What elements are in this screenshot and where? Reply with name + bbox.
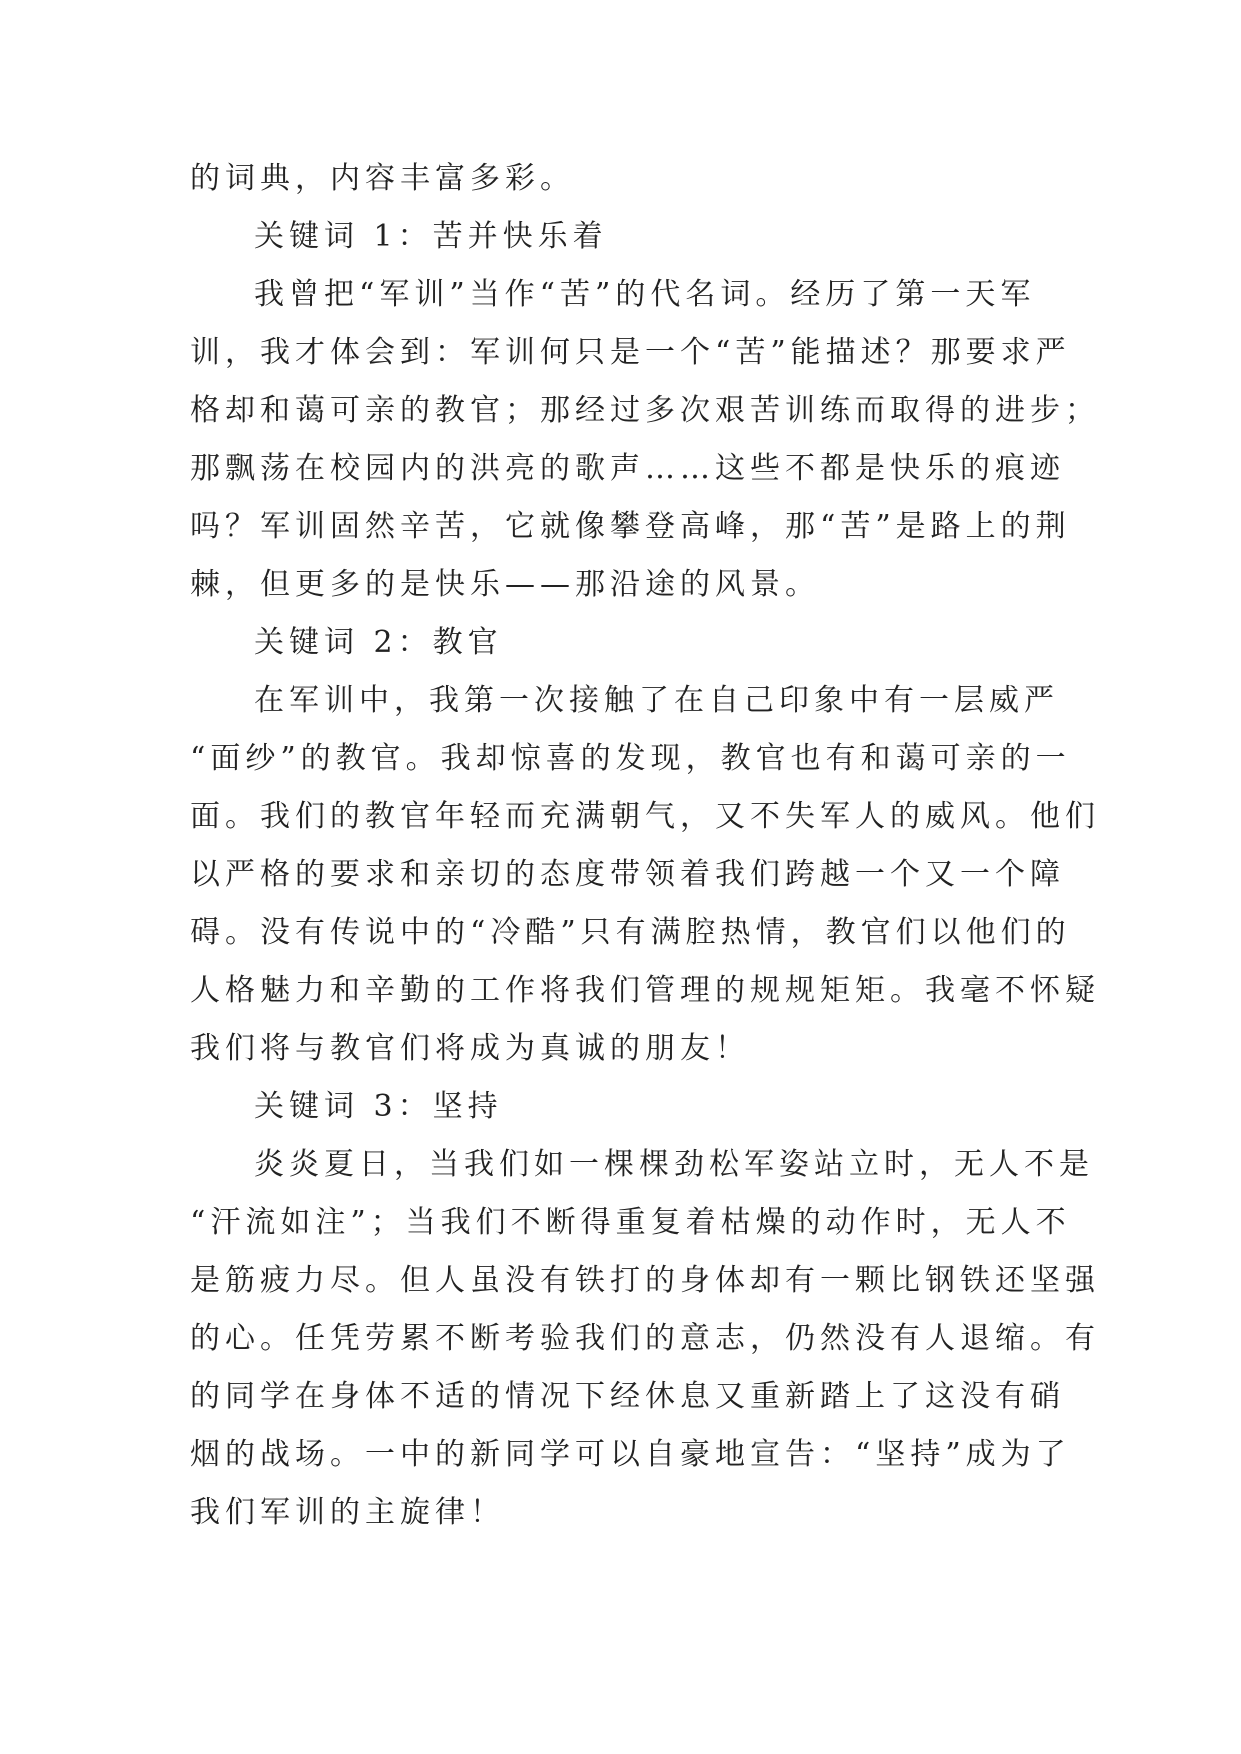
text-line: 那飘荡在校园内的洪亮的歌声……这些不都是快乐的痕迹 xyxy=(190,451,1065,486)
text-line: 的同学在身体不适的情况下经休息又重新踏上了这没有硝 xyxy=(190,1379,1065,1414)
text-line: 的心。任凭劳累不断考验我们的意志，仍然没有人退缩。有 xyxy=(190,1321,1100,1356)
text-line: 在军训中，我第一次接触了在自己印象中有一层威严 xyxy=(254,683,1059,718)
text-line: 训，我才体会到：军训何只是一个“苦”能描述？那要求严 xyxy=(190,335,1071,370)
text-line: “汗流如注”；当我们不断得重复着枯燥的动作时，无人不 xyxy=(190,1205,1071,1240)
text-line: “面纱”的教官。我却惊喜的发现，教官也有和蔼可亲的一 xyxy=(190,741,1071,776)
text-line: 是筋疲力尽。但人虽没有铁打的身体却有一颗比钢铁还坚强 xyxy=(190,1263,1100,1298)
text-line: 棘，但更多的是快乐——那沿途的风景。 xyxy=(190,567,820,602)
text-line: 我们军训的主旋律！ xyxy=(190,1495,505,1530)
text-line: 我曾把“军训”当作“苦”的代名词。经历了第一天军 xyxy=(254,277,1036,312)
keyword-heading-3: 关键词 3：坚持 xyxy=(254,1089,503,1124)
text-line: 我们将与教官们将成为真诚的朋友！ xyxy=(190,1031,750,1066)
text-line: 烟的战场。一中的新同学可以自豪地宣告：“坚持”成为了 xyxy=(190,1437,1071,1472)
document-body xyxy=(190,150,1100,1542)
text-line: 吗？军训固然辛苦，它就像攀登高峰，那“苦”是路上的荆 xyxy=(190,509,1071,544)
text-line: 炎炎夏日，当我们如一棵棵劲松军姿站立时，无人不是 xyxy=(254,1147,1094,1182)
text-line: 面。我们的教官年轻而充满朝气，又不失军人的威风。他们 xyxy=(190,799,1100,834)
text-line: 碍。没有传说中的“冷酷”只有满腔热情，教官们以他们的 xyxy=(190,915,1071,950)
keyword-heading-1: 关键词 1：苦并快乐着 xyxy=(254,219,608,254)
text-line: 的词典，内容丰富多彩。 xyxy=(190,161,575,196)
keyword-heading-2: 关键词 2：教官 xyxy=(254,625,503,660)
text-line: 人格魅力和辛勤的工作将我们管理的规规矩矩。我毫不怀疑 xyxy=(190,973,1100,1008)
text-line: 格却和蔼可亲的教官；那经过多次艰苦训练而取得的进步； xyxy=(190,393,1100,428)
text-line: 以严格的要求和亲切的态度带领着我们跨越一个又一个障 xyxy=(190,857,1065,892)
